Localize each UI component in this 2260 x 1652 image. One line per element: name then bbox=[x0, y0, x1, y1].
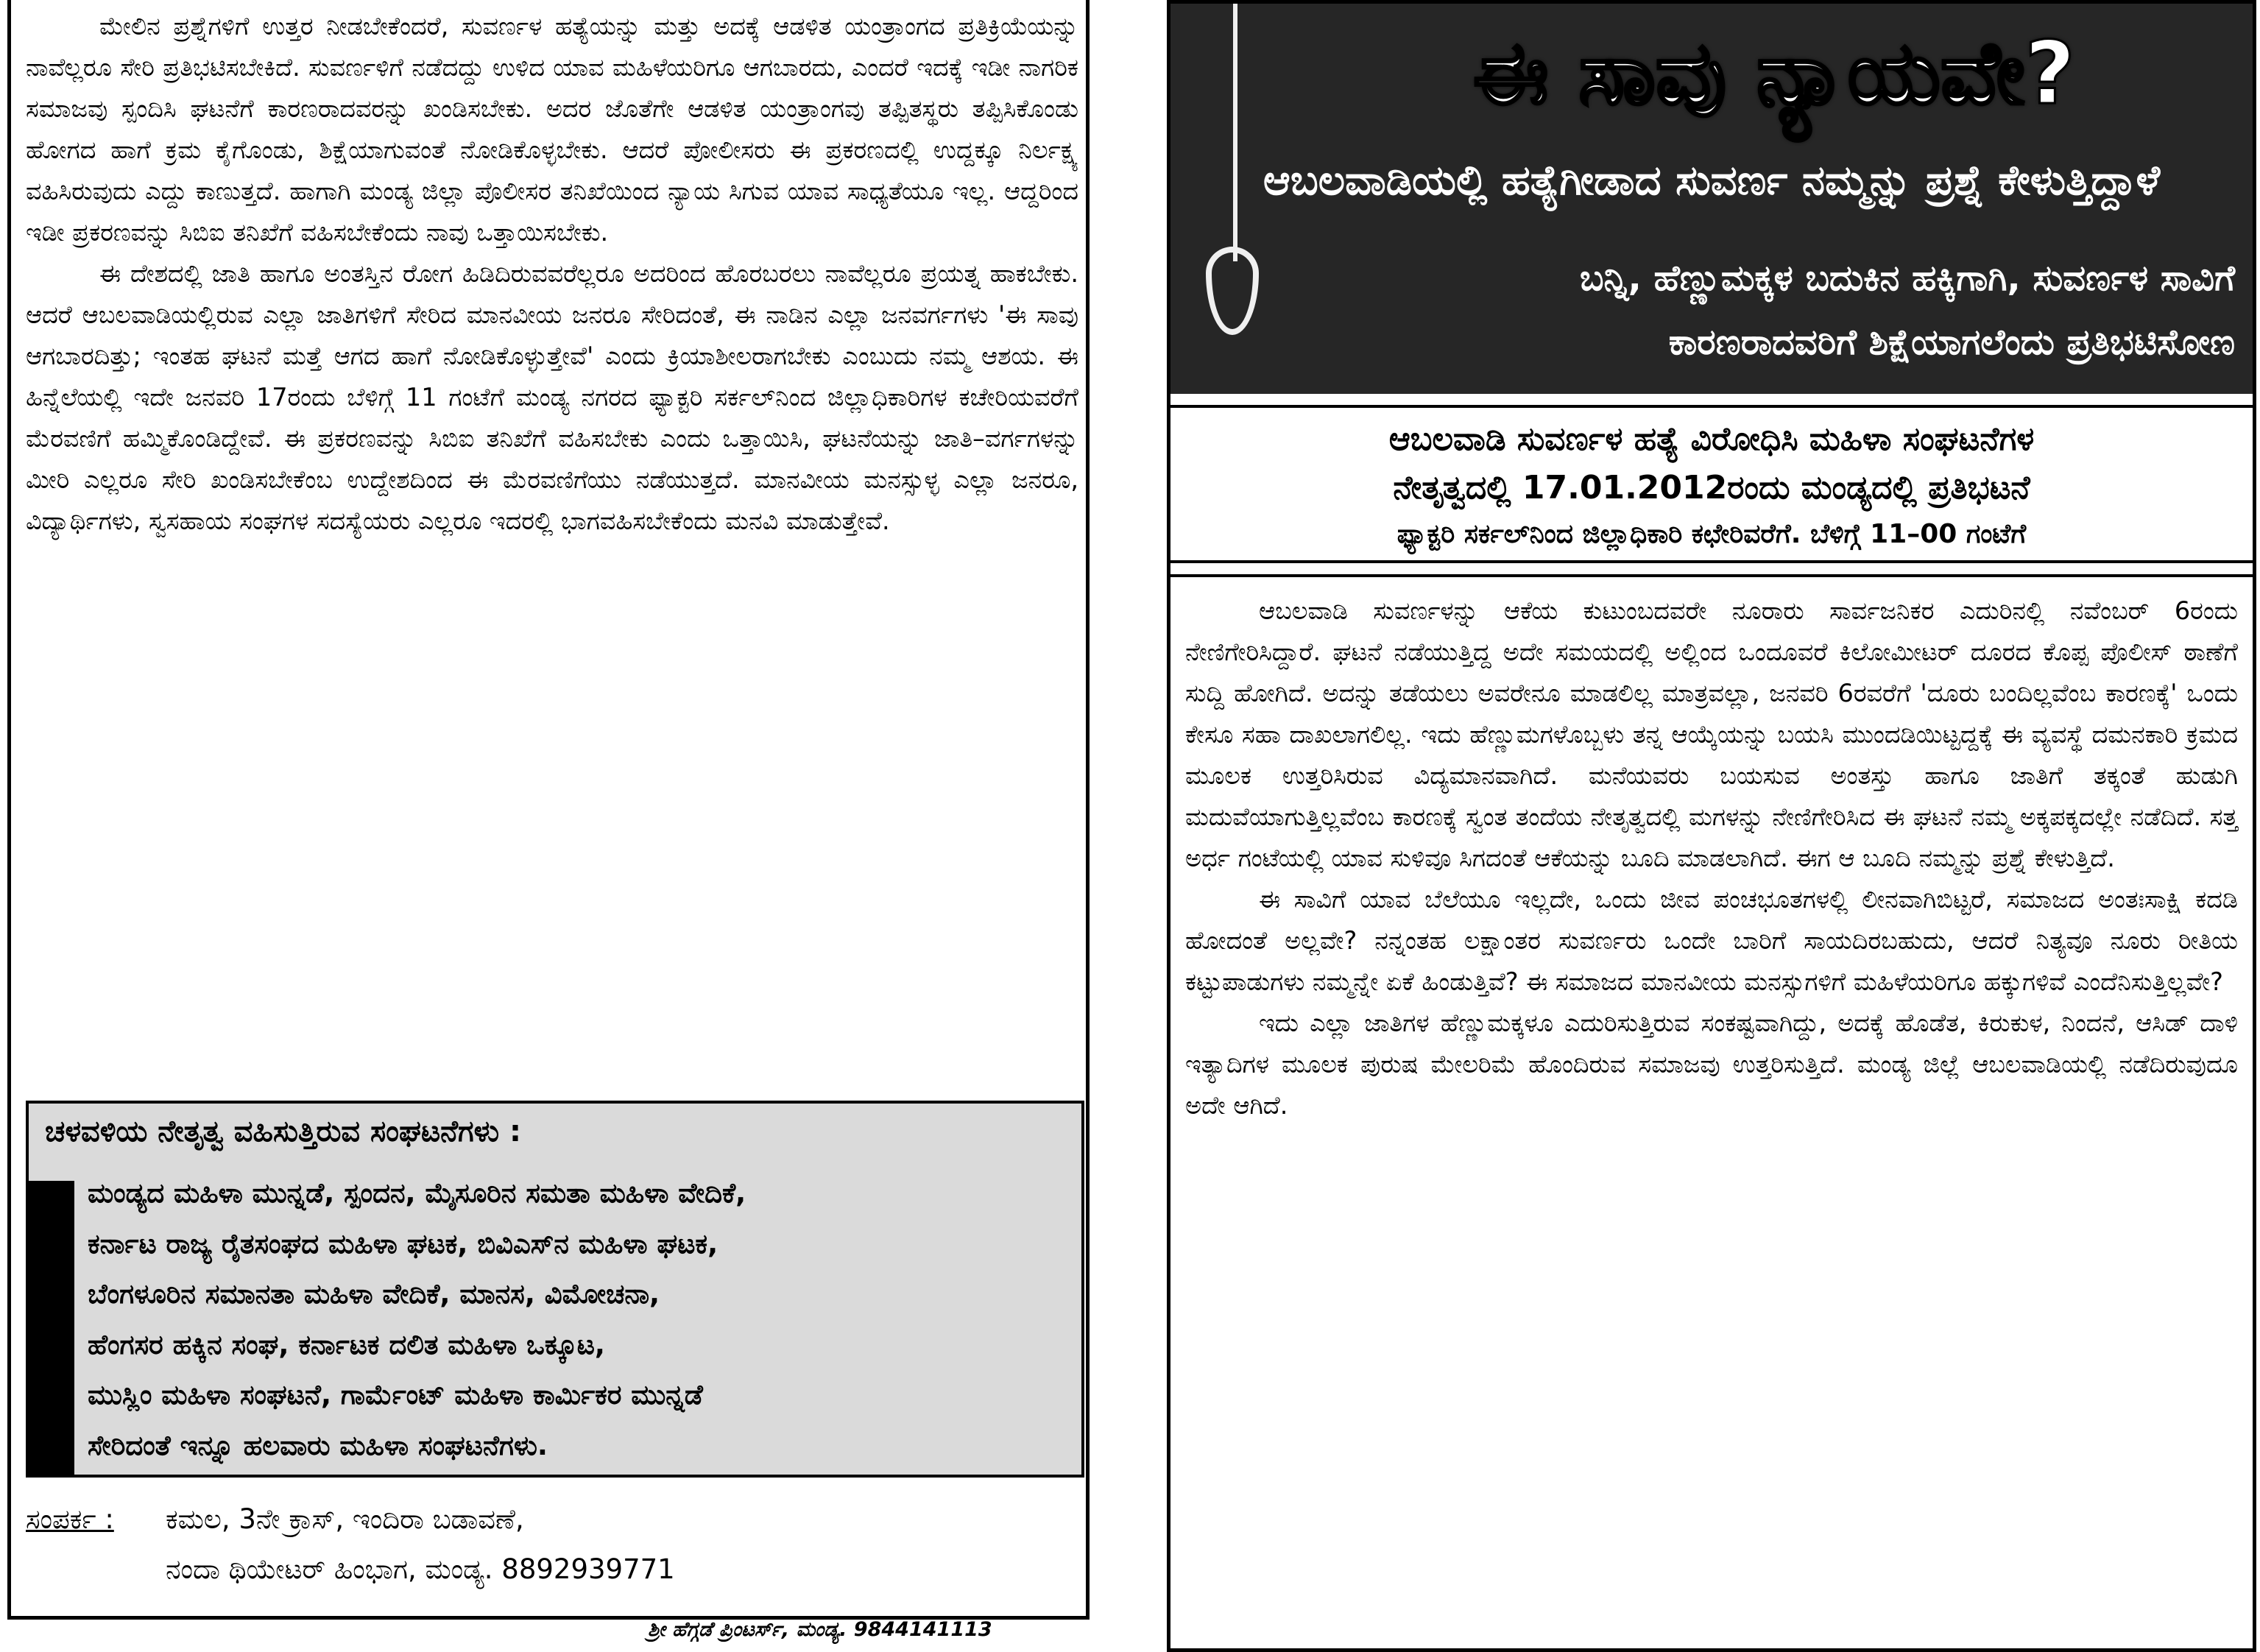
banner-title: ಈ ಸಾವು ನ್ಯಾಯವೇ? bbox=[1473, 22, 2075, 124]
banner-call-1: ಬನ್ನಿ, ಹೆಣ್ಣುಮಕ್ಕಳ ಬದುಕಿನ ಹಕ್ಕಿಗಾಗಿ, ಸುವರ್ಣಳ ಸಾವಿಗೆ bbox=[1580, 258, 2235, 299]
announcement-line-2: ನೇತೃತ್ವದಲ್ಲಿ 17.01.2012ರಂದು ಮಂಡ್ಯದಲ್ಲಿ ಪ್ರತಿಭಟನೆ bbox=[1393, 469, 2030, 506]
contact-line-2: ನಂದಾ ಥಿಯೇಟರ್ ಹಿಂಭಾಗ, ಮಂಡ್ಯ. 8892939771 bbox=[166, 1553, 675, 1585]
right-body-text bbox=[1185, 590, 2238, 1126]
organizations-line-6: ಸೇರಿದಂತೆ ಇನ್ನೂ ಹಲವಾರು ಮಹಿಳಾ ಸಂಘಟನೆಗಳು. bbox=[88, 1429, 548, 1461]
organizations-side-bar bbox=[29, 1181, 74, 1475]
contact-block bbox=[26, 1494, 1056, 1595]
protest-announcement bbox=[1170, 405, 2253, 563]
organizations-line-2: ಕರ್ನಾಟ ರಾಜ್ಯ ರೈತಸಂಘದ ಮಹಿಳಾ ಘಟಕ, ಬಿವಿಎಸ್‌ನ ಮಹಿಳಾ ಘಟಕ, bbox=[88, 1227, 718, 1260]
noose-icon bbox=[1206, 247, 1259, 335]
organizations-line-4: ಹೆಂಗಸರ ಹಕ್ಕಿನ ಸಂಘ, ಕರ್ನಾಟಕ ದಲಿತ ಮಹಿಳಾ ಒಕ್ಕೂಟ, bbox=[88, 1328, 605, 1360]
noose-rope bbox=[1233, 4, 1237, 261]
printer-credit: ಶ್ರೀ ಹೆಗ್ಗಡೆ ಪ್ರಿಂಟರ್ಸ್, ಮಂಡ್ಯ. 9844141113 bbox=[648, 1618, 992, 1641]
organizations-line-5: ಮುಸ್ಲಿಂ ಮಹಿಳಾ ಸಂಘಟನೆ, ಗಾರ್ಮೆಂಟ್ ಮಹಿಳಾ ಕಾರ್ಮಿಕರ ಮುನ್ನಡೆ bbox=[88, 1379, 703, 1411]
organizations-title: ಚಳವಳಿಯ ನೇತೃತ್ವ ವಹಿಸುತ್ತಿರುವ ಸಂಘಟನೆಗಳು : bbox=[45, 1115, 521, 1148]
banner-subtitle: ಆಬಲವಾಡಿಯಲ್ಲಿ ಹತ್ಯೆಗೀಡಾದ ಸುವರ್ಣ ನಮ್ಮನ್ನು ಪ್ರಶ್ನೆ ಕೇಳುತ್ತಿದ್ದಾಳೆ bbox=[1263, 157, 2161, 205]
banner-call-2: ಕಾರಣರಾದವರಿಗೆ ಶಿಕ್ಷೆಯಾಗಲೆಂದು ಪ್ರತಿಭಟಿಸೋಣ bbox=[1668, 322, 2235, 363]
right-page bbox=[1167, 0, 2256, 1652]
left-paragraph-2: ಈ ದೇಶದಲ್ಲಿ ಜಾತಿ ಹಾಗೂ ಅಂತಸ್ತಿನ ರೋಗ ಹಿಡಿದಿರುವವರೆಲ್ಲರೂ ಅದರಿಂದ ಹೊರಬರಲು ನಾವೆಲ್ಲರೂ ಪ್ರಯತ್ನ ಹಾಕಬೇಕು. ಆದರೆ ಆಬಲವಾಡಿಯಲ್ಲಿರುವ ಎಲ್ಲಾ ಜಾತಿಗಳಿಗೆ ಸೇರಿದ ಮಾನವೀಯ ಜನರೂ ಸೇರಿದಂತೆ, ಈ ನಾಡಿನ ಎಲ್ಲಾ ಜನವರ್ಗಗಳು 'ಈ ಸಾವು ಆಗಬಾರದಿತ್ತು; ಇಂತಹ ಘಟನೆ ಮತ್ತೆ ಆಗದ ಹಾಗೆ ನೋಡಿಕೊಳ್ಳುತ್ತೇವೆ' ಎಂದು ಕ್ರಿಯಾಶೀಲರಾಗಬೇಕು ಎಂಬುದು ನಮ್ಮ ಆಶಯ. ಈ ಹಿನ್ನೆಲೆಯಲ್ಲಿ ಇದೇ ಜನವರಿ 17ರಂದು ಬೆಳಿಗ್ಗೆ 11 ಗಂಟೆಗೆ ಮಂಡ್ಯ ನಗರದ ಫ್ಯಾಕ್ಟರಿ ಸರ್ಕಲ್‌ನಿಂದ ಜಿಲ್ಲಾಧಿಕಾರಿಗಳ ಕಚೇರಿಯವರೆಗೆ ಮೆರವಣಿಗೆ ಹಮ್ಮಿಕೊಂಡಿದ್ದೇವೆ. ಈ ಪ್ರಕರಣವನ್ನು ಸಿಬಿಐ ತನಿಖೆಗೆ ವಹಿಸಬೇಕು ಎಂದು ಒತ್ತಾಯಿಸಿ, ಘಟನೆಯನ್ನು ಜಾತಿ–ವರ್ಗಗಳನ್ನು ಮೀರಿ ಎಲ್ಲರೂ ಸೇರಿ ಖಂಡಿಸಬೇಕೆಂಬ ಉದ್ದೇಶದಿಂದ ಈ ಮೆರವಣಿಗೆಯು ನಡೆಯುತ್ತದೆ. ಮಾನವೀಯ ಮನಸ್ಸುಳ್ಳ ಎಲ್ಲಾ ಜನರೂ, ವಿದ್ಯಾರ್ಥಿಗಳು, ಸ್ವಸಹಾಯ ಸಂಘಗಳ ಸದಸ್ಯೆಯರು ಎಲ್ಲರೂ ಇದರಲ್ಲಿ ಭಾಗವಹಿಸಬೇಕೆಂದು ಮನವಿ ಮಾಡುತ್ತೇವೆ. bbox=[26, 259, 1078, 535]
contact-label: ಸಂಪರ್ಕ : bbox=[26, 1503, 114, 1535]
announcement-line-3: ಫ್ಯಾಕ್ಟರಿ ಸರ್ಕಲ್‌ನಿಂದ ಜಿಲ್ಲಾಧಿಕಾರಿ ಕಛೇರಿವರೆಗೆ. ಬೆಳಿಗ್ಗೆ 11–00 ಗಂಟೆಗೆ bbox=[1396, 519, 2027, 549]
organizations-box bbox=[26, 1101, 1084, 1478]
right-paragraph-1: ಆಬಲವಾಡಿ ಸುವರ್ಣಳನ್ನು ಆಕೆಯ ಕುಟುಂಬದವರೇ ನೂರಾರು ಸಾರ್ವಜನಿಕರ ಎದುರಿನಲ್ಲಿ ನವೆಂಬರ್ 6ರಂದು ನೇಣಿಗೇರಿಸಿದ್ದಾರೆ. ಘಟನೆ ನಡೆಯುತ್ತಿದ್ದ ಅದೇ ಸಮಯದಲ್ಲಿ ಅಲ್ಲಿಂದ ಒಂದೂವರೆ ಕಿಲೋಮೀಟರ್ ದೂರದ ಕೊಪ್ಪ ಪೊಲೀಸ್ ಠಾಣೆಗೆ ಸುದ್ದಿ ಹೋಗಿದೆ. ಅದನ್ನು ತಡೆಯಲು ಅವರೇನೂ ಮಾಡಲಿಲ್ಲ ಮಾತ್ರವಲ್ಲಾ, ಜನವರಿ 6ರವರೆಗೆ 'ದೂರು ಬಂದಿಲ್ಲವೆಂಬ ಕಾರಣಕ್ಕೆ' ಒಂದು ಕೇಸೂ ಸಹಾ ದಾಖಲಾಗಲಿಲ್ಲ. ಇದು ಹೆಣ್ಣುಮಗಳೊಬ್ಬಳು ತನ್ನ ಆಯ್ಕೆಯನ್ನು ಬಯಸಿ ಮುಂದಡಿಯಿಟ್ಟದ್ದಕ್ಕೆ ಈ ವ್ಯವಸ್ಥೆ ದಮನಕಾರಿ ಕ್ರಮದ ಮೂಲಕ ಉತ್ತರಿಸಿರುವ ವಿದ್ಯಮಾನವಾಗಿದೆ. ಮನೆಯವರು ಬಯಸುವ ಅಂತಸ್ತು ಹಾಗೂ ಜಾತಿಗೆ ತಕ್ಕಂತೆ ಹುಡುಗಿ ಮದುವೆಯಾಗುತ್ತಿಲ್ಲವೆಂಬ ಕಾರಣಕ್ಕೆ ಸ್ವಂತ ತಂದೆಯ ನೇತೃತ್ವದಲ್ಲಿ ಮಗಳನ್ನು ನೇಣಿಗೇರಿಸಿದ ಈ ಘಟನೆ ನಮ್ಮ ಅಕ್ಕಪಕ್ಕದಲ್ಲೇ ನಡೆದಿದೆ. ಸತ್ತ ಅರ್ಧ ಗಂಟೆಯಲ್ಲಿ ಯಾವ ಸುಳಿವೂ ಸಿಗದಂತೆ ಆಕೆಯನ್ನು ಬೂದಿ ಮಾಡಲಾಗಿದೆ. ಈಗ ಆ ಬೂದಿ ನಮ್ಮನ್ನು ಪ್ರಶ್ನೆ ಕೇಳುತ್ತಿದೆ. bbox=[1185, 596, 2238, 872]
left-body-text bbox=[26, 6, 1078, 542]
contact-line-1: ಕಮಲ, 3ನೇ ಕ್ರಾಸ್, ಇಂದಿರಾ ಬಡಾವಣೆ, bbox=[166, 1503, 524, 1535]
headline-banner bbox=[1170, 4, 2253, 394]
right-body-frame bbox=[1170, 574, 2253, 1649]
organizations-line-1: ಮಂಡ್ಯದ ಮಹಿಳಾ ಮುನ್ನಡೆ, ಸ್ಪಂದನ, ಮೈಸೂರಿನ ಸಮತಾ ಮಹಿಳಾ ವೇದಿಕೆ, bbox=[88, 1177, 746, 1209]
right-paragraph-3: ಇದು ಎಲ್ಲಾ ಜಾತಿಗಳ ಹೆಣ್ಣುಮಕ್ಕಳೂ ಎದುರಿಸುತ್ತಿರುವ ಸಂಕಷ್ಟವಾಗಿದ್ದು, ಅದಕ್ಕೆ ಹೊಡೆತ, ಕಿರುಕುಳ, ನಿಂದನೆ, ಆಸಿಡ್ ದಾಳಿ ಇತ್ಯಾದಿಗಳ ಮೂಲಕ ಪುರುಷ ಮೇಲರಿಮೆ ಹೊಂದಿರುವ ಸಮಾಜವು ಉತ್ತರಿಸುತ್ತಿದೆ. ಮಂಡ್ಯ ಜಿಲ್ಲೆ ಆಬಲವಾಡಿಯಲ್ಲಿ ನಡೆದಿರುವುದೂ ಅದೇ ಆಗಿದೆ. bbox=[1185, 1009, 2238, 1120]
left-page bbox=[7, 0, 1090, 1620]
right-paragraph-2: ಈ ಸಾವಿಗೆ ಯಾವ ಬೆಲೆಯೂ ಇಲ್ಲದೇ, ಒಂದು ಜೀವ ಪಂಚಭೂತಗಳಲ್ಲಿ ಲೀನವಾಗಿಬಿಟ್ಟರೆ, ಸಮಾಜದ ಅಂತಃಸಾಕ್ಷಿ ಕದಡಿ ಹೋದಂತೆ ಅಲ್ಲವೇ? ನನ್ನಂತಹ ಲಕ್ಷಾಂತರ ಸುವರ್ಣರು ಒಂದೇ ಬಾರಿಗೆ ಸಾಯದಿರಬಹುದು, ಆದರೆ ನಿತ್ಯವೂ ನೂರು ರೀತಿಯ ಕಟ್ಟುಪಾಡುಗಳು ನಮ್ಮನ್ನೇ ಏಕೆ ಹಿಂಡುತ್ತಿವೆ? ಈ ಸಮಾಜದ ಮಾನವೀಯ ಮನಸ್ಸುಗಳಿಗೆ ಮಹಿಳೆಯರಿಗೂ ಹಕ್ಕುಗಳಿವೆ ಎಂದೆನಿಸುತ್ತಿಲ್ಲವೇ? bbox=[1185, 885, 2238, 996]
left-paragraph-1: ಮೇಲಿನ ಪ್ರಶ್ನೆಗಳಿಗೆ ಉತ್ತರ ನೀಡಬೇಕೆಂದರೆ, ಸುವರ್ಣಳ ಹತ್ಯೆಯನ್ನು ಮತ್ತು ಅದಕ್ಕೆ ಆಡಳಿತ ಯಂತ್ರಾಂಗದ ಪ್ರತಿಕ್ರಿಯೆಯನ್ನು ನಾವೆಲ್ಲರೂ ಸೇರಿ ಪ್ರತಿಭಟಿಸಬೇಕಿದೆ. ಸುವರ್ಣಳಿಗೆ ನಡೆದದ್ದು ಉಳಿದ ಯಾವ ಮಹಿಳೆಯರಿಗೂ ಆಗಬಾರದು, ಎಂದರೆ ಇದಕ್ಕೆ ಇಡೀ ನಾಗರಿಕ ಸಮಾಜವು ಸ್ಪಂದಿಸಿ ಘಟನೆಗೆ ಕಾರಣರಾದವರನ್ನು ಖಂಡಿಸಬೇಕು. ಅದರ ಜೊತೆಗೇ ಆಡಳಿತ ಯಂತ್ರಾಂಗವು ತಪ್ಪಿತಸ್ಥರು ತಪ್ಪಿಸಿಕೊಂಡು ಹೋಗದ ಹಾಗೆ ಕ್ರಮ ಕೈಗೊಂಡು, ಶಿಕ್ಷೆಯಾಗುವಂತೆ ನೋಡಿಕೊಳ್ಳಬೇಕು. ಆದರೆ ಪೋಲೀಸರು ಈ ಪ್ರಕರಣದಲ್ಲಿ ಉದ್ದಕ್ಕೂ ನಿರ್ಲಕ್ಷ್ಯ ವಹಿಸಿರುವುದು ಎದ್ದು ಕಾಣುತ್ತದೆ. ಹಾಗಾಗಿ ಮಂಡ್ಯ ಜಿಲ್ಲಾ ಪೊಲೀಸರ ತನಿಖೆಯಿಂದ ನ್ಯಾಯ ಸಿಗುವ ಯಾವ ಸಾಧ್ಯತೆಯೂ ಇಲ್ಲ. ಆದ್ದರಿಂದ ಇಡೀ ಪ್ರಕರಣವನ್ನು ಸಿಬಿಐ ತನಿಖೆಗೆ ವಹಿಸಬೇಕೆಂದು ನಾವು ಒತ್ತಾಯಿಸಬೇಕು. bbox=[26, 12, 1078, 247]
organizations-list bbox=[88, 1168, 1067, 1471]
organizations-line-3: ಬೆಂಗಳೂರಿನ ಸಮಾನತಾ ಮಹಿಳಾ ವೇದಿಕೆ, ಮಾನಸ, ವಿಮೋಚನಾ, bbox=[88, 1278, 660, 1310]
announcement-line-1: ಆಬಲವಾಡಿ ಸುವರ್ಣಳ ಹತ್ಯೆ ವಿರೋಧಿಸಿ ಮಹಿಳಾ ಸಂಘಟನೆಗಳ bbox=[1388, 420, 2035, 458]
